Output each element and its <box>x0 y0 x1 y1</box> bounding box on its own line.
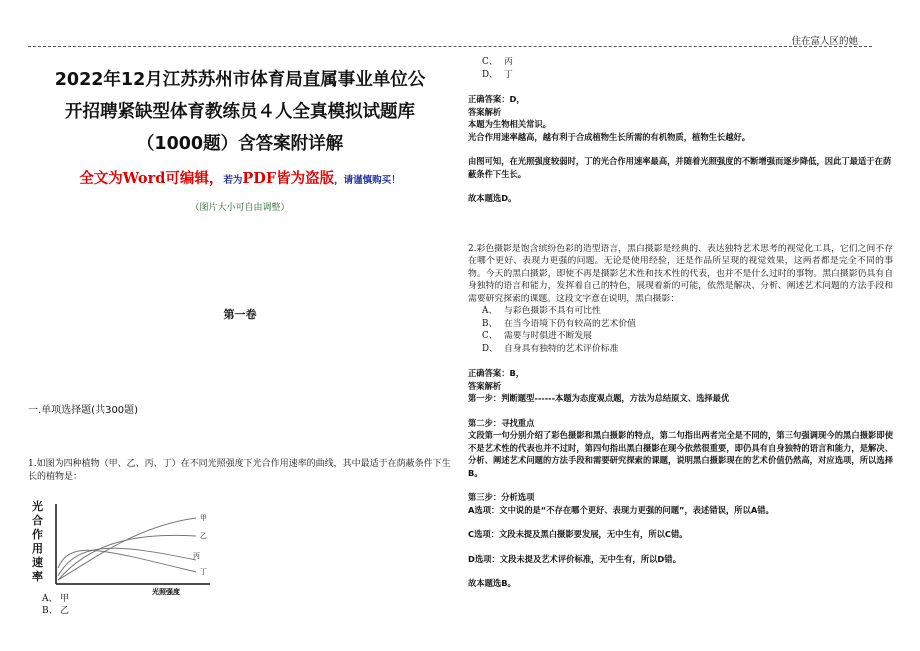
q2-step-2: 文段第一句分别介绍了彩色摄影和黑白摄影的特点，第二句指出两者完全是不同的，第三句强调现今的黑白摄影即使不是艺术性的代表也并不过时，第四句指出黑白摄影在现今依然很重要，即仍具有自身独特的语言和能力，是解决、分析、阐述艺术问题的方法手段和需要研究探索的课题，说明黑白摄影现在的艺术价值仍然高，对应选项，所以选择B。 <box>468 430 893 478</box>
q2-option-d-key: D、 <box>482 343 498 354</box>
q2-option-a-text: 与彩色摄影不具有可比性 <box>504 306 601 316</box>
series-label-ding: 丁 <box>200 568 207 576</box>
q1-option-a[interactable] <box>42 593 69 605</box>
q1-analysis-3: 由图可知，在光照强度较弱时，丁的光合作用速率最高，并随着光照强度的不断增强而逐步降低，因此丁最适于在荫蔽条件下生长。 <box>468 156 892 179</box>
q1-option-b-key: B、 <box>42 606 58 616</box>
q2-analysis-label: 答案解析 <box>468 380 502 391</box>
q2-step-1: 第一步：判断题型------本题为态度观点题，方法为总结原文、选择最优 <box>468 393 730 403</box>
chart-ylabel-5: 速 <box>32 556 43 569</box>
title-line-2: 开招聘紧缺型体育教练员４人全真模拟试题库 <box>65 102 415 122</box>
q2-step-3-d: D选项：文段未提及艺术评价标准，无中生有，所以D错。 <box>468 553 681 564</box>
q2-option-b-key: B、 <box>482 318 498 329</box>
document-title <box>28 64 452 160</box>
q1-analysis-2: 光合作用速率越高，越有利于合成植物生长所需的有机物质，植物生长越好。 <box>468 131 751 142</box>
question-1-options <box>42 593 69 617</box>
header-text: 住在富人区的她 <box>791 36 858 47</box>
curve-yi <box>58 535 196 580</box>
q2-option-d[interactable] <box>468 343 893 356</box>
q1-option-a-key: A、 <box>42 594 58 604</box>
q1-option-b-text: 乙 <box>60 606 70 616</box>
title-line-1: 2022年12月江苏苏州市体育局直属事业单位公 <box>54 70 426 90</box>
question-2-stem: 2.彩色摄影是饱含缤纷色彩的造型语言，黑白摄影是经典的、表达独特艺术思考的视觉化工具，它们之间不存在哪个更好、表现力更强的问题。无论是使用经验，还是作品所呈现的视觉效果，这两者都是完全不同的事物。今天的黑白摄影，即使不再是摄影艺术性和技术性的代表，也并不是什么过时的事物。黑白摄影仍具有自身独特的语言和能力，发挥着自己的特色，展现着新的可能，依然是解决、分析、阐述艺术问题的方法手段和需要研究探索的课题。这段文字意在说明，黑白摄影： <box>468 243 893 304</box>
q1-option-c-key: C、 <box>482 57 498 67</box>
volume-heading: 第一卷 <box>223 308 257 321</box>
chart-ylabel-1: 光 <box>32 500 43 513</box>
q2-conclusion: 故本题选B。 <box>468 578 516 588</box>
slogan-blue-1: 若为 <box>223 175 243 186</box>
q2-step-3-title: 第三步：分析选项 <box>468 492 535 502</box>
curve-bing <box>58 548 196 576</box>
q2-option-a-key: A、 <box>482 306 498 316</box>
q1-option-a-text: 甲 <box>60 594 70 604</box>
chart-ylabel-4: 用 <box>32 542 43 555</box>
q2-option-c-text: 需要与时俱进不断发展 <box>504 331 592 341</box>
photosynthesis-chart <box>28 496 228 596</box>
header-divider <box>28 46 872 47</box>
chart-ylabel-6: 率 <box>32 570 43 583</box>
q1-option-d-text: 丁 <box>504 69 513 80</box>
q2-option-b-text: 在当今语境下仍有较高的艺术价值 <box>504 318 636 329</box>
q1-option-d[interactable] <box>468 69 893 82</box>
q1-option-c-text: 丙 <box>504 57 513 67</box>
slogan <box>28 170 452 190</box>
q1-option-b[interactable] <box>42 605 69 617</box>
chart-ylabel-3: 作 <box>32 528 43 541</box>
q2-step-3-a: A选项：文中说的是“不存在哪个更好、表现力更强的问题”，表述错误，所以A错。 <box>468 504 774 515</box>
q1-option-d-key: D、 <box>482 69 498 80</box>
slogan-blue-2: ，请谨慎购买！ <box>334 175 401 186</box>
slogan-red-2: PDF皆为盗版 <box>242 170 335 187</box>
series-label-yi: 乙 <box>200 532 207 540</box>
chart-ylabel-2: 合 <box>32 514 43 527</box>
q1-option-c[interactable] <box>468 56 893 69</box>
q2-option-d-text: 自身具有独特的艺术评价标准 <box>504 343 619 354</box>
q2-step-2-title: 第二步：寻找重点 <box>468 417 535 428</box>
chart-xlabel: 光照强度 <box>152 588 180 596</box>
slogan-red: 全文为Word可编辑， <box>79 170 224 187</box>
q1-conclusion: 故本题选D。 <box>468 193 517 203</box>
title-line-3: （1000题）含答案附详解 <box>136 134 344 154</box>
q1-analysis-1: 本题为生物相关常识。 <box>468 119 551 129</box>
series-label-jia: 甲 <box>200 514 207 522</box>
q2-option-b[interactable] <box>468 318 893 331</box>
q2-step-3-c: C选项：文段未提及黑白摄影要发展，无中生有，所以C错。 <box>468 529 688 539</box>
q2-option-a[interactable] <box>468 305 893 318</box>
q2-option-c[interactable] <box>468 330 893 343</box>
question-1-stem: 1.如图为四种植物（甲、乙、丙、丁）在不同光照强度下光合作用速率的曲线，其中最适于在荫蔽条件下生长的植物是： <box>28 459 451 482</box>
q2-option-c-key: C、 <box>482 331 498 341</box>
series-label-bing: 丙 <box>193 552 200 560</box>
q1-answer: 正确答案：D， <box>468 94 525 104</box>
left-column <box>28 58 452 616</box>
q2-answer: 正确答案：B， <box>468 368 525 378</box>
right-column <box>468 56 893 590</box>
q1-analysis-label: 答案解析 <box>468 106 502 117</box>
section-heading: 一.单项选择题(共300题) <box>28 405 139 416</box>
image-note: （图片大小可自由调整） <box>190 203 290 213</box>
